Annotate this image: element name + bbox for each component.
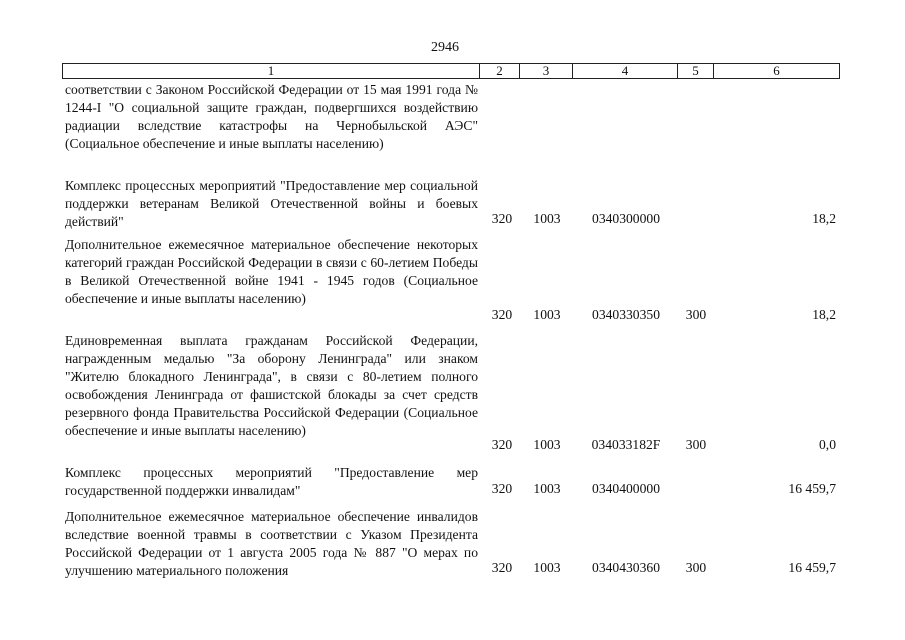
table-cell-col3: 1003 — [533, 437, 561, 452]
table-row-description: соответствии с Законом Российской Федерации от 15 мая 1991 года № 1244-I "О социальной защите граждан, подвергшихся воздействию радиации вследствие катастрофы на Чернобыльской АЭС" (Социальное обеспечение и иные выплаты населению) — [65, 82, 478, 151]
table-cell-col3: 1003 — [533, 560, 561, 575]
table-cell-col4: 034033182F — [591, 437, 661, 452]
table-cell-col4: 0340300000 — [592, 211, 660, 226]
table-cell-col3: 1003 — [533, 481, 561, 496]
table-cell-col5: 300 — [685, 307, 707, 322]
table-cell-col5: 300 — [685, 437, 707, 452]
table-cell-col4: 0340430360 — [592, 560, 660, 575]
table-row-description: Единовременная выплата гражданам Российской Федерации, награжденным медалью "За оборону Ленинграда" или знаком "Жителю блокадного Ленинграда", в связи с 80-летием полного освобождения Ленинграда от фашистской блокады за счет средств резервного фонда Правительства Российской Федерации (Социальное обеспечение и иные выплаты населению) — [65, 333, 478, 438]
table-cell-col2: 320 — [491, 211, 513, 226]
table-row-description: Комплекс процессных мероприятий "Предоставление мер государственной поддержки инвалидам" — [65, 465, 478, 498]
table-cell-col2: 320 — [491, 437, 513, 452]
table-cell-col6: 18,2 — [812, 307, 836, 322]
column-header-1: 1 — [62, 63, 480, 79]
table-cell-col2: 320 — [491, 560, 513, 575]
column-header-5: 5 — [678, 63, 714, 79]
table-cell-col6: 18,2 — [812, 211, 836, 226]
column-header-4: 4 — [573, 63, 678, 79]
table-cell-col5: 300 — [685, 560, 707, 575]
table-row-description: Дополнительное ежемесячное материальное обеспечение инвалидов вследствие военной травмы в соответствии с Указом Президента Российской Федерации от 1 августа 2005 года № 887 "О мерах по улучшению материального положения — [65, 509, 478, 578]
table-cell-col3: 1003 — [533, 307, 561, 322]
table-cell-col6: 0,0 — [819, 437, 836, 452]
column-header-6: 6 — [714, 63, 840, 79]
page-number: 2946 — [431, 40, 459, 55]
table-cell-col4: 0340330350 — [592, 307, 660, 322]
table-row-description: Комплекс процессных мероприятий "Предоставление мер социальной поддержки ветеранам Великой Отечественной войны и боевых действий" — [65, 178, 478, 229]
column-header-2: 2 — [480, 63, 520, 79]
table-cell-col3: 1003 — [533, 211, 561, 226]
table-cell-col2: 320 — [491, 307, 513, 322]
column-header-3: 3 — [520, 63, 573, 79]
table-cell-col6: 16 459,7 — [788, 481, 836, 496]
table-cell-col6: 16 459,7 — [788, 560, 836, 575]
table-cell-col2: 320 — [491, 481, 513, 496]
table-cell-col4: 0340400000 — [592, 481, 660, 496]
table-row-description: Дополнительное ежемесячное материальное обеспечение некоторых категорий граждан Российской Федерации в связи с 60-летием Победы в Великой Отечественной войне 1941 - 1945 годов (Социальное обеспечение и иные выплаты населению) — [65, 237, 478, 306]
